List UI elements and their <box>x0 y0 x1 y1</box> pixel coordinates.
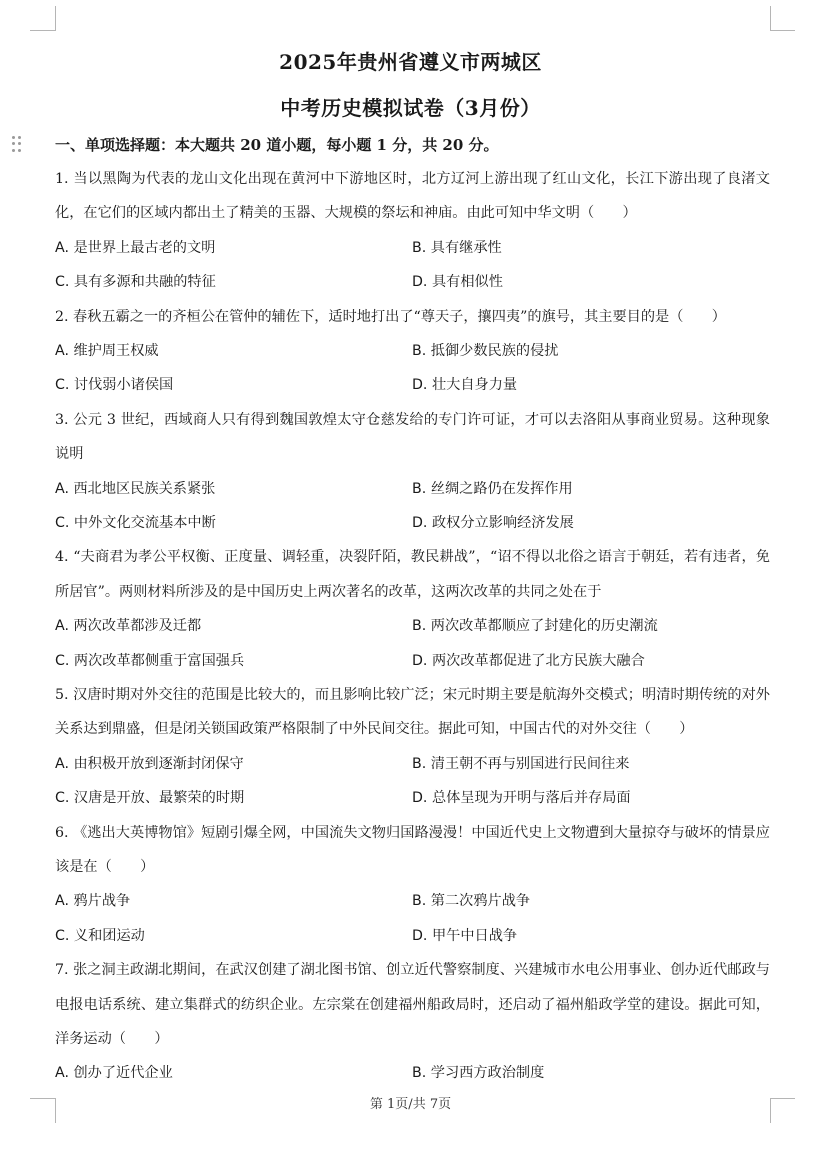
option-c: C. 义和团运动 <box>55 927 145 944</box>
option-group <box>55 884 770 953</box>
option-b: B. 第二次鸦片战争 <box>412 893 531 910</box>
option-c: C. 讨伐弱小诸侯国 <box>55 377 174 394</box>
crop-mark <box>30 30 55 31</box>
question-stem: 7. 张之洞主政湖北期间，在武汉创建了湖北图书馆、创立近代警察制度、兴建城市水电公用事业、创办近代邮政与电报电话系统、建立集群式的纺织企业。左宗棠在创建福州船政局时，还启动了福州船政学堂的建设。据此可知，洋务运动（ ） <box>55 962 770 1047</box>
page-number: 第 1页/共 7页 <box>369 1097 452 1112</box>
option-d: D. 总体呈现为开明与落后并存局面 <box>412 790 631 807</box>
option-c: C. 两次改革都侧重于富国强兵 <box>55 652 245 669</box>
option-group <box>55 231 770 300</box>
option-c: C. 汉唐是开放、最繁荣的时期 <box>55 790 245 807</box>
option-b: B. 两次改革都顺应了封建化的历史潮流 <box>412 618 658 635</box>
question-stem: 1. 当以黑陶为代表的龙山文化出现在黄河中下游地区时，北方辽河上游出现了红山文化，长江下游出现了良渚文化，在它们的区域内都出土了精美的玉器、大规模的祭坛和神庙。由此可知中华文明（ ） <box>55 171 770 222</box>
option-b: B. 具有继承性 <box>412 239 502 256</box>
question-stem: 4. “夫商君为孝公平权衡、正度量、调轻重，决裂阡陌，教民耕战”，“诏不得以北俗之语言于朝廷，若有违者，免所居官”。两则材料所涉及的是中国历史上两次著名的改革，这两次改革的共同之处在于 <box>55 549 770 600</box>
question-list <box>55 128 770 1091</box>
option-a: A. 是世界上最古老的文明 <box>55 239 216 256</box>
section-heading: 一、单项选择题：本大题共 20 道小题，每小题 1 分，共 20 分。 <box>55 136 499 154</box>
option-a: A. 创办了近代企业 <box>55 1065 173 1082</box>
option-a: A. 鸦片战争 <box>55 893 131 910</box>
option-b: B. 抵御少数民族的侵扰 <box>412 343 559 359</box>
question-stem: 2. 春秋五霸之一的齐桓公在管仲的辅佐下，适时地打出了“尊天子，攘四夷”的旗号，其主要目的是（ ） <box>55 308 726 325</box>
option-b: B. 丝绸之路仍在发挥作用 <box>412 480 573 497</box>
option-group <box>55 472 770 541</box>
option-b: B. 清王朝不再与别国进行民间往来 <box>412 755 630 772</box>
crop-mark <box>55 6 56 31</box>
option-a: A. 由积极开放到逐渐封闭保守 <box>55 755 244 772</box>
option-d: D. 政权分立影响经济发展 <box>412 514 574 531</box>
option-d: D. 壮大自身力量 <box>412 377 518 394</box>
option-c: C. 中外文化交流基本中断 <box>55 514 216 531</box>
option-a: A. 两次改革都涉及迁都 <box>55 618 202 635</box>
option-group <box>55 609 770 678</box>
option-d: D. 甲午中日战争 <box>412 927 518 944</box>
question-stem: 5. 汉唐时期对外交往的范围是比较大的，而且影响比较广泛；宋元时期主要是航海外交模式；明清时期传统的对外关系达到鼎盛，但是闭关锁国政策严格限制了中外民间交往。据此可知，中国古代的对外交往（ ） <box>55 686 770 738</box>
option-b: B. 学习西方政治制度 <box>412 1065 545 1082</box>
question-stem: 3. 公元 3 世纪，西域商人只有得到魏国敦煌太守仓慈发给的专门许可证，才可以去洛阳从事商业贸易。这种现象说明 <box>55 411 770 463</box>
drag-handle-icon[interactable] <box>12 136 22 152</box>
document-subtitle: 中考历史模拟试卷（3月份） <box>280 96 541 120</box>
option-a: A. 维护周王权威 <box>55 343 159 359</box>
crop-mark <box>770 30 795 31</box>
option-group <box>55 1056 770 1090</box>
option-group <box>55 747 770 816</box>
option-d: D. 两次改革都促进了北方民族大融合 <box>412 652 645 669</box>
crop-mark <box>770 6 771 31</box>
document-title: 2025年贵州省遵义市两城区 <box>279 50 542 74</box>
question-stem: 6. 《逃出大英博物馆》短剧引爆全网，中国流失文物归国路漫漫！中国近代史上文物遭到大量掠夺与破坏的情景应该是在（ ） <box>55 824 770 875</box>
option-a: A. 西北地区民族关系紧张 <box>55 480 216 497</box>
option-d: D. 具有相似性 <box>412 274 503 291</box>
option-c: C. 具有多源和共融的特征 <box>55 274 216 291</box>
option-group <box>55 334 770 403</box>
